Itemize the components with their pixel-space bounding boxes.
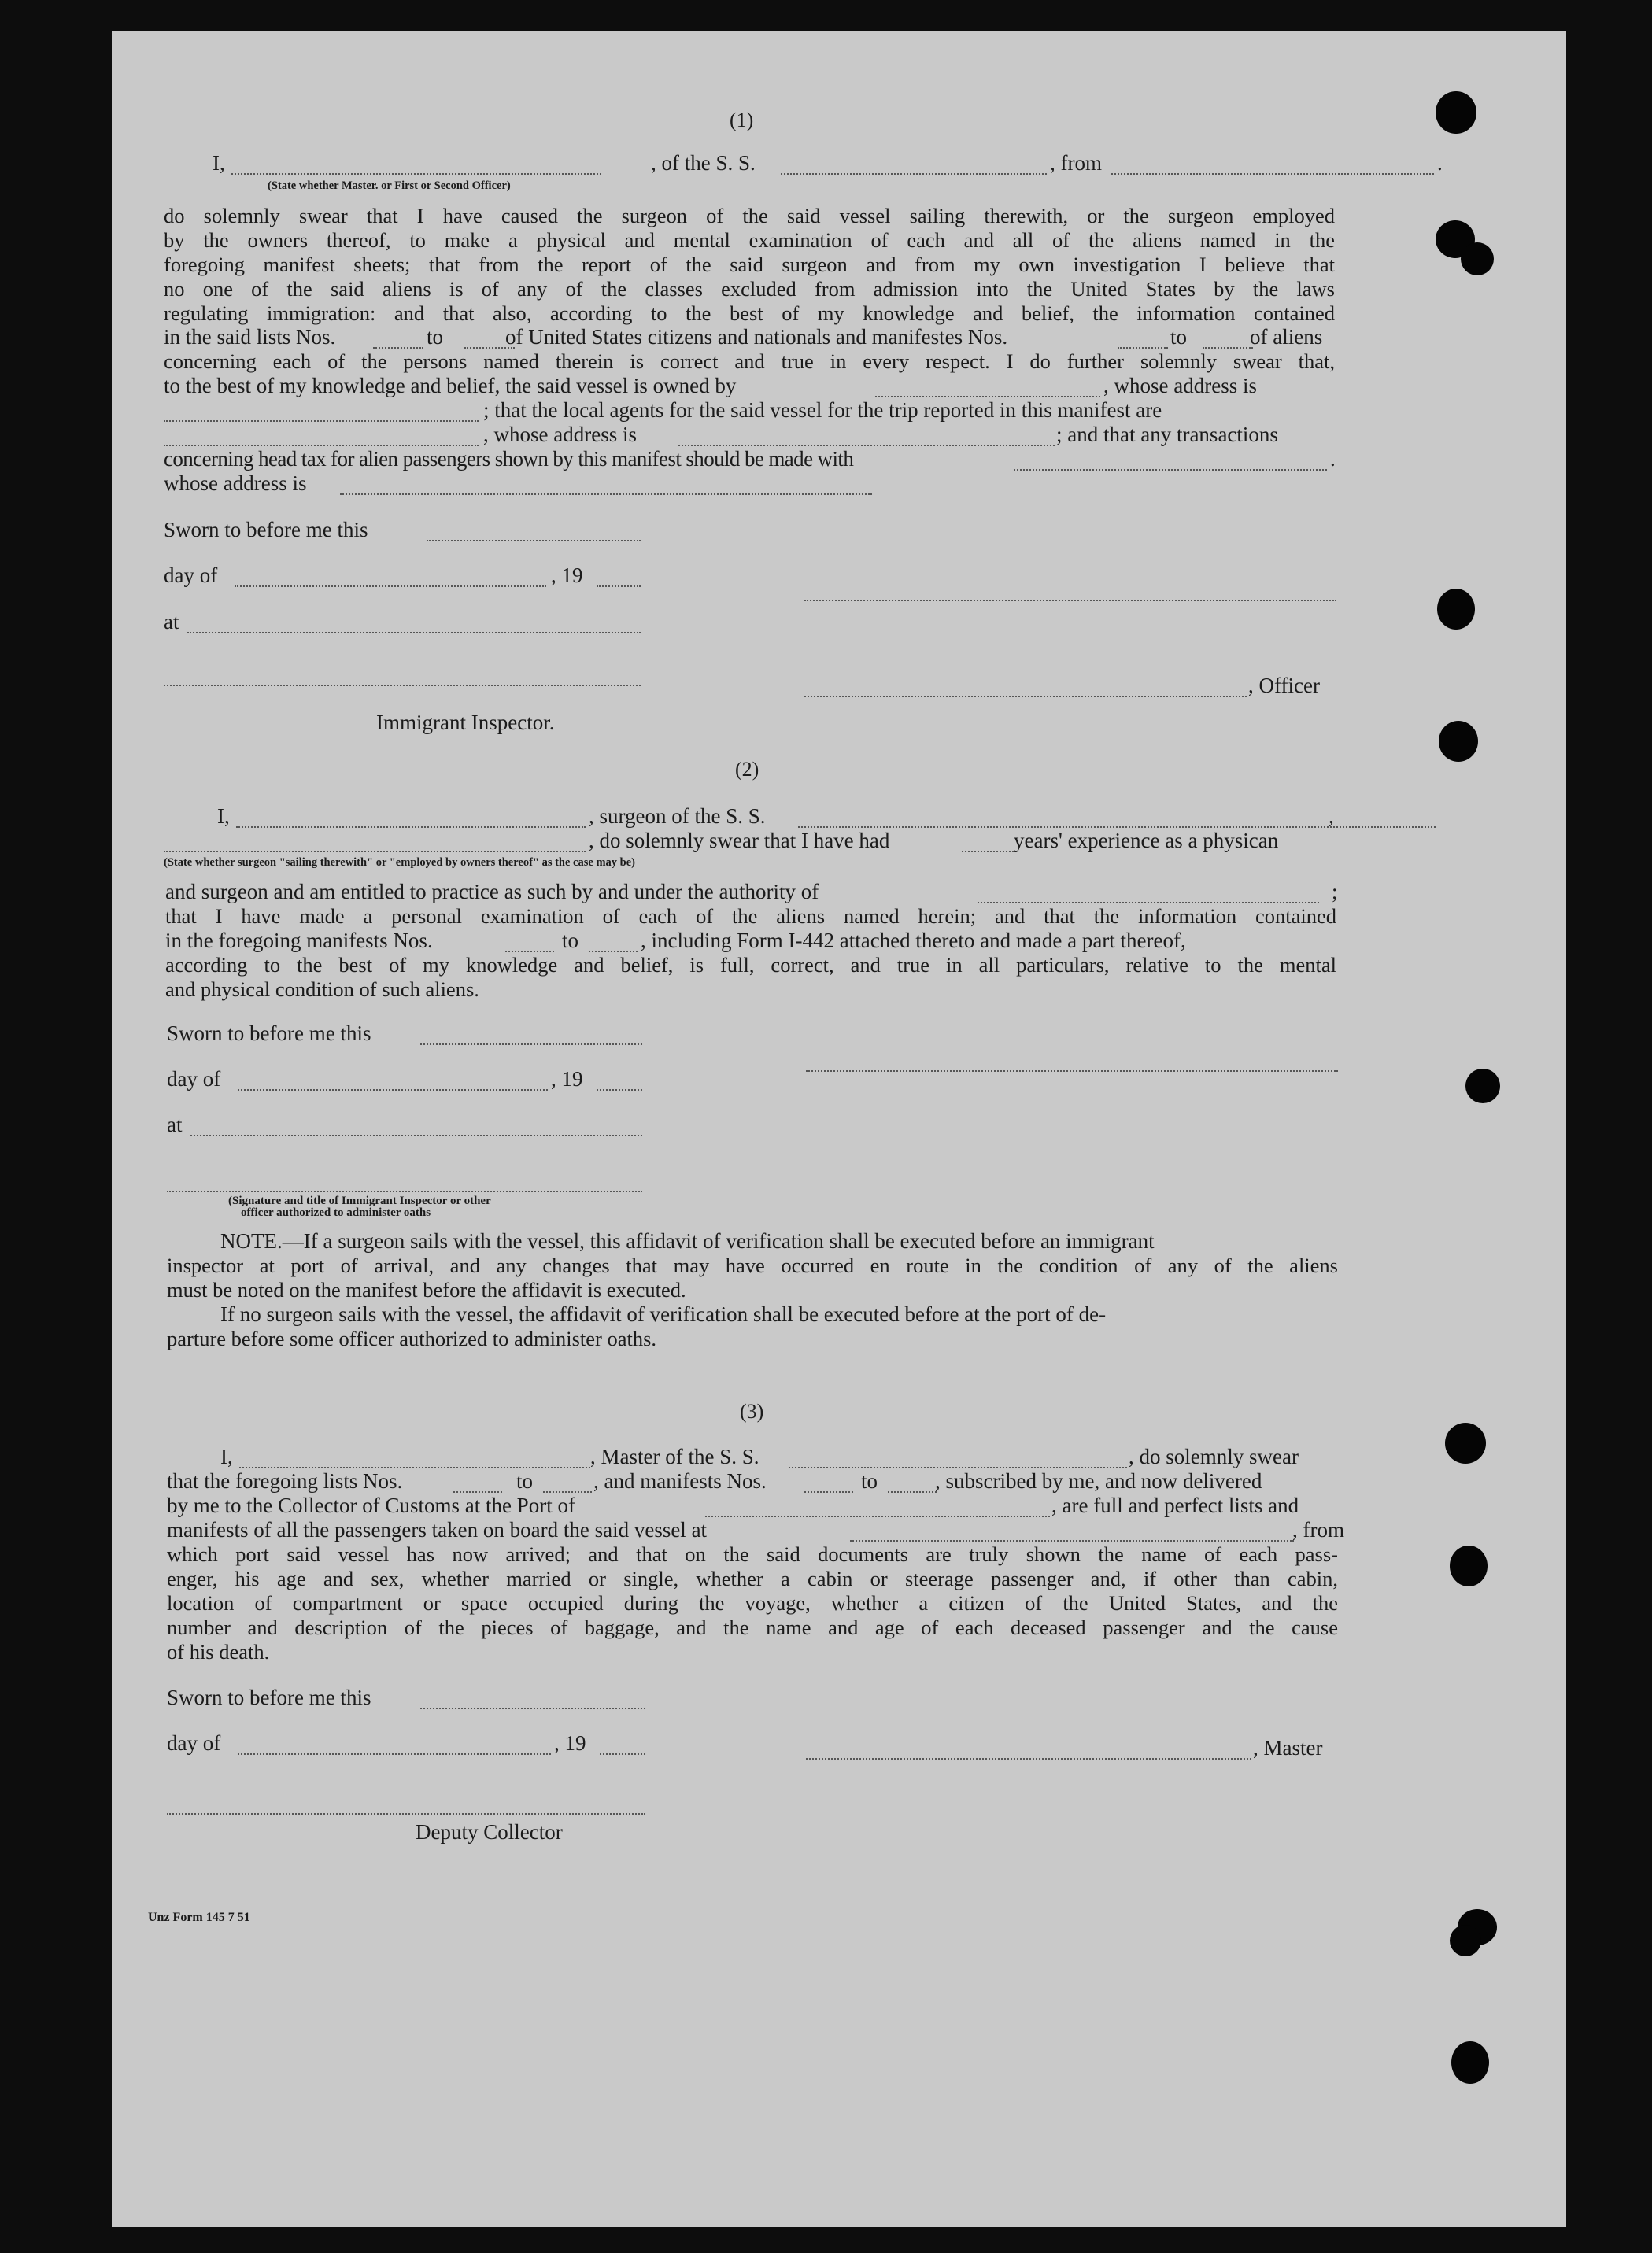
s3-full-perfect-label: , are full and perfect lists and xyxy=(1051,1494,1299,1517)
note-paragraph-1: NOTE.—If a surgeon sails with the vessel, this affidavit of verification shall be executed before an immigrant xyxy=(220,1229,1155,1253)
section-2-number: (2) xyxy=(735,758,759,781)
s3-line-4: which port said vessel has now arrived; and that on the said documents are truly shown the name of each pass- xyxy=(167,1542,1338,1566)
note-paragraph-4: If no surgeon sails with the vessel, the affidavit of verification shall be executed before at the port of de- xyxy=(220,1302,1107,1326)
s2-form-label: , including Form I-442 attached thereto and made a part thereof, xyxy=(641,929,1186,952)
s3-master-label: , Master xyxy=(1253,1736,1323,1760)
s3-manifests-to-field[interactable] xyxy=(888,1491,937,1493)
s2-year-label: , 19 xyxy=(551,1067,583,1091)
form-id: Unz Form 145 7 51 xyxy=(148,1911,250,1924)
s3-to-label-1: to xyxy=(516,1469,534,1493)
s1-agents-field[interactable] xyxy=(164,445,479,446)
s2-signature-note-2: officer authorized to administer oaths xyxy=(241,1206,431,1219)
punch-hole xyxy=(1451,2041,1489,2084)
note-paragraph-3: must be noted on the manifest before the affidavit is executed. xyxy=(167,1278,686,1302)
s2-years-label: years' experience as a physican xyxy=(1014,829,1279,852)
s3-manifests-from-field[interactable] xyxy=(804,1491,853,1493)
s3-vessel-field[interactable] xyxy=(789,1467,1127,1468)
s3-lists-from-field[interactable] xyxy=(453,1491,502,1493)
s1-headtax-address-field[interactable] xyxy=(340,493,872,495)
s3-collector-label: Deputy Collector xyxy=(416,1820,563,1844)
punch-hole xyxy=(1445,1423,1486,1464)
s2-line-2: that I have made a personal examination of each of the aliens named herein; and that the information contained xyxy=(165,904,1336,928)
s2-manifests-to-field[interactable] xyxy=(589,951,638,952)
s1-at-field[interactable] xyxy=(187,632,641,633)
s1-from-label: , from xyxy=(1050,151,1102,175)
s3-to-label-2: to xyxy=(861,1469,878,1493)
s1-day-of-label: day of xyxy=(164,563,218,587)
s3-taken-on-board-label: manifests of all the passengers taken on board the said vessel at xyxy=(167,1518,708,1542)
s1-line-5: regulating immigration: and that also, according to the best of my knowledge and belief, the information contained xyxy=(164,301,1335,325)
s2-day-of-label: day of xyxy=(167,1067,221,1091)
s2-surgeon-name-field[interactable] xyxy=(236,826,586,828)
s2-at-label: at xyxy=(167,1113,183,1136)
s3-port-field[interactable] xyxy=(705,1516,1050,1517)
s1-vessel-field[interactable] xyxy=(781,173,1047,175)
s3-day-field[interactable] xyxy=(238,1753,551,1755)
s3-from-label: , from xyxy=(1292,1518,1344,1542)
s3-line-7: number and description of the pieces of baggage, and the name and age of each deceased passenger and the cause xyxy=(167,1616,1338,1639)
s2-manifests-label: in the foregoing manifests Nos. xyxy=(165,929,433,952)
s3-master-signature-line[interactable] xyxy=(806,1758,1251,1760)
s1-at-label: at xyxy=(164,610,179,633)
punch-hole xyxy=(1461,242,1494,275)
s3-lists-to-field[interactable] xyxy=(543,1491,592,1493)
s3-year-label: , 19 xyxy=(554,1731,586,1755)
s1-aliens-label: of aliens xyxy=(1250,325,1323,349)
s2-line-4: according to the best of my knowledge and belief, is full, correct, and true in all particulars, relative to the mental xyxy=(165,953,1336,977)
document-page xyxy=(112,31,1566,2227)
s2-authority-field[interactable] xyxy=(978,902,1319,903)
s1-line-7: concerning each of the persons named therein is correct and true in every respect. I do further solemnly swear that, xyxy=(164,349,1335,373)
s3-line-8: of his death. xyxy=(167,1640,270,1664)
punch-hole xyxy=(1436,91,1476,134)
s1-to-label-1: to xyxy=(427,325,444,349)
s1-period: . xyxy=(1437,151,1443,175)
s2-sworn-label: Sworn to before me this xyxy=(167,1021,371,1045)
s1-owner-address-field[interactable] xyxy=(164,420,479,422)
punch-hole xyxy=(1439,721,1478,762)
s3-i-label: I, xyxy=(220,1445,233,1468)
s2-surgeon-of-label: , surgeon of the S. S. xyxy=(589,804,766,828)
punch-hole xyxy=(1465,1069,1500,1103)
punch-hole xyxy=(1450,1546,1488,1586)
s2-vessel-field[interactable] xyxy=(798,826,1436,828)
s1-owner-field[interactable] xyxy=(875,396,1100,397)
s1-signature-line[interactable] xyxy=(804,600,1336,601)
s1-day-field[interactable] xyxy=(235,585,546,587)
s3-swear-label: , do solemnly swear xyxy=(1129,1445,1299,1468)
s1-year-label: , 19 xyxy=(551,563,583,587)
s1-year-field[interactable] xyxy=(597,585,641,587)
s2-surgeon-note: (State whether surgeon "sailing therewith" or "employed by owners thereof" as the case may be) xyxy=(164,856,635,869)
s3-manifests-label: , and manifests Nos. xyxy=(593,1469,767,1493)
s2-inspector-line[interactable] xyxy=(167,1191,642,1192)
section-3-number: (3) xyxy=(740,1400,764,1423)
s1-lists-from-field[interactable] xyxy=(373,347,423,349)
s3-sworn-field[interactable] xyxy=(420,1708,645,1709)
s2-at-field[interactable] xyxy=(190,1135,642,1136)
s1-inspector-label: Immigrant Inspector. xyxy=(376,711,555,734)
s2-to-label: to xyxy=(562,929,579,952)
s2-swear-label: , do solemnly swear that I have had xyxy=(589,829,890,852)
s1-inspector-line[interactable] xyxy=(164,685,641,686)
punch-hole xyxy=(1437,589,1475,630)
s3-day-of-label: day of xyxy=(167,1731,221,1755)
s2-line-5: and physical condition of such aliens. xyxy=(165,977,479,1001)
s2-semicolon: ; xyxy=(1332,880,1338,903)
s1-sworn-field[interactable] xyxy=(427,540,641,541)
s2-years-field[interactable] xyxy=(962,851,1014,852)
s2-year-field[interactable] xyxy=(597,1089,642,1091)
s2-comma: , xyxy=(1329,804,1334,828)
s3-collector-line[interactable] xyxy=(167,1813,645,1815)
s1-line-3: foregoing manifest sheets; that from the report of the said surgeon and from my own investigation I believe that xyxy=(164,253,1335,276)
s3-subscribed-label: , subscribed by me, and now delivered xyxy=(935,1469,1262,1493)
s3-departure-port-field[interactable] xyxy=(850,1540,1294,1542)
s1-owner-address-label: , whose address is xyxy=(1103,374,1257,397)
s2-authority-label: and surgeon and am entitled to practice as such by and under the authority of xyxy=(165,880,819,903)
s1-agents-label: ; that the local agents for the said vessel for the trip reported in this manifest are xyxy=(483,398,1162,422)
s2-signature-note-1: (Signature and title of Immigrant Inspector or other xyxy=(228,1195,491,1207)
s3-line-6: location of compartment or space occupied during the voyage, whether a citizen of the United States, and the xyxy=(167,1591,1338,1615)
s1-manifests-from-field[interactable] xyxy=(1118,347,1168,349)
s1-citizens-label: of United States citizens and nationals and manifestes Nos. xyxy=(505,325,1008,349)
s1-transactions-label: ; and that any transactions xyxy=(1056,423,1278,446)
s2-manifests-from-field[interactable] xyxy=(505,951,554,952)
s2-i-label: I, xyxy=(217,804,230,828)
s2-day-field[interactable] xyxy=(238,1089,548,1091)
s1-headtax-label: concerning head tax for alien passengers shown by this manifest should be made with xyxy=(164,447,854,471)
punch-hole xyxy=(1450,1925,1481,1956)
s1-agents-address-label: , whose address is xyxy=(483,423,637,446)
s1-lists-label: in the said lists Nos. xyxy=(164,325,336,349)
s3-line-5: enger, his age and sex, whether married or single, whether a cabin or steerage passenger and, if other than cabin, xyxy=(167,1567,1338,1590)
s1-owned-by-label: to the best of my knowledge and belief, the said vessel is owned by xyxy=(164,374,737,397)
note-paragraph-2: inspector at port of arrival, and any changes that may have occurred en route in the condition of any of the aliens xyxy=(167,1254,1338,1277)
s1-sworn-label: Sworn to before me this xyxy=(164,518,368,541)
s1-line-4: no one of the said aliens is of any of the classes excluded from admission into the United States by the laws xyxy=(164,277,1335,301)
s1-i-label: I, xyxy=(213,151,225,175)
s3-year-field[interactable] xyxy=(600,1753,645,1755)
s1-period-2: . xyxy=(1330,447,1336,471)
s1-officer-note: (State whether Master. or First or Second Officer) xyxy=(268,179,511,192)
s2-sworn-field[interactable] xyxy=(420,1043,642,1045)
s2-surgeon-status-field[interactable] xyxy=(164,851,586,852)
s1-manifests-to-field[interactable] xyxy=(1203,347,1253,349)
s1-officer-label: , Officer xyxy=(1248,674,1320,697)
section-1-number: (1) xyxy=(730,109,754,131)
s3-lists-label: that the foregoing lists Nos. xyxy=(167,1469,403,1493)
note-paragraph-5: parture before some officer authorized to administer oaths. xyxy=(167,1327,657,1350)
s3-sworn-label: Sworn to before me this xyxy=(167,1686,371,1709)
s1-line-2: by the owners thereof, to make a physical and mental examination of each and all of the aliens named in the xyxy=(164,228,1335,252)
s1-whose-address-label: whose address is xyxy=(164,471,307,495)
s1-officer-line[interactable] xyxy=(804,696,1247,697)
s1-officer-name-field[interactable] xyxy=(231,173,601,175)
s1-to-label-2: to xyxy=(1170,325,1188,349)
s3-master-name-field[interactable] xyxy=(239,1467,590,1468)
s1-headtax-field[interactable] xyxy=(1014,469,1327,471)
s1-from-field[interactable] xyxy=(1111,173,1434,175)
s3-port-label: by me to the Collector of Customs at the Port of xyxy=(167,1494,575,1517)
s1-line-1: do solemnly swear that I have caused the surgeon of the said vessel sailing therewith, or the surgeon employed xyxy=(164,204,1335,227)
s1-of-ss-label: , of the S. S. xyxy=(651,151,756,175)
s2-signature-line[interactable] xyxy=(806,1070,1338,1072)
s1-agents-address-field[interactable] xyxy=(678,445,1055,446)
s3-master-of-label: , Master of the S. S. xyxy=(590,1445,759,1468)
